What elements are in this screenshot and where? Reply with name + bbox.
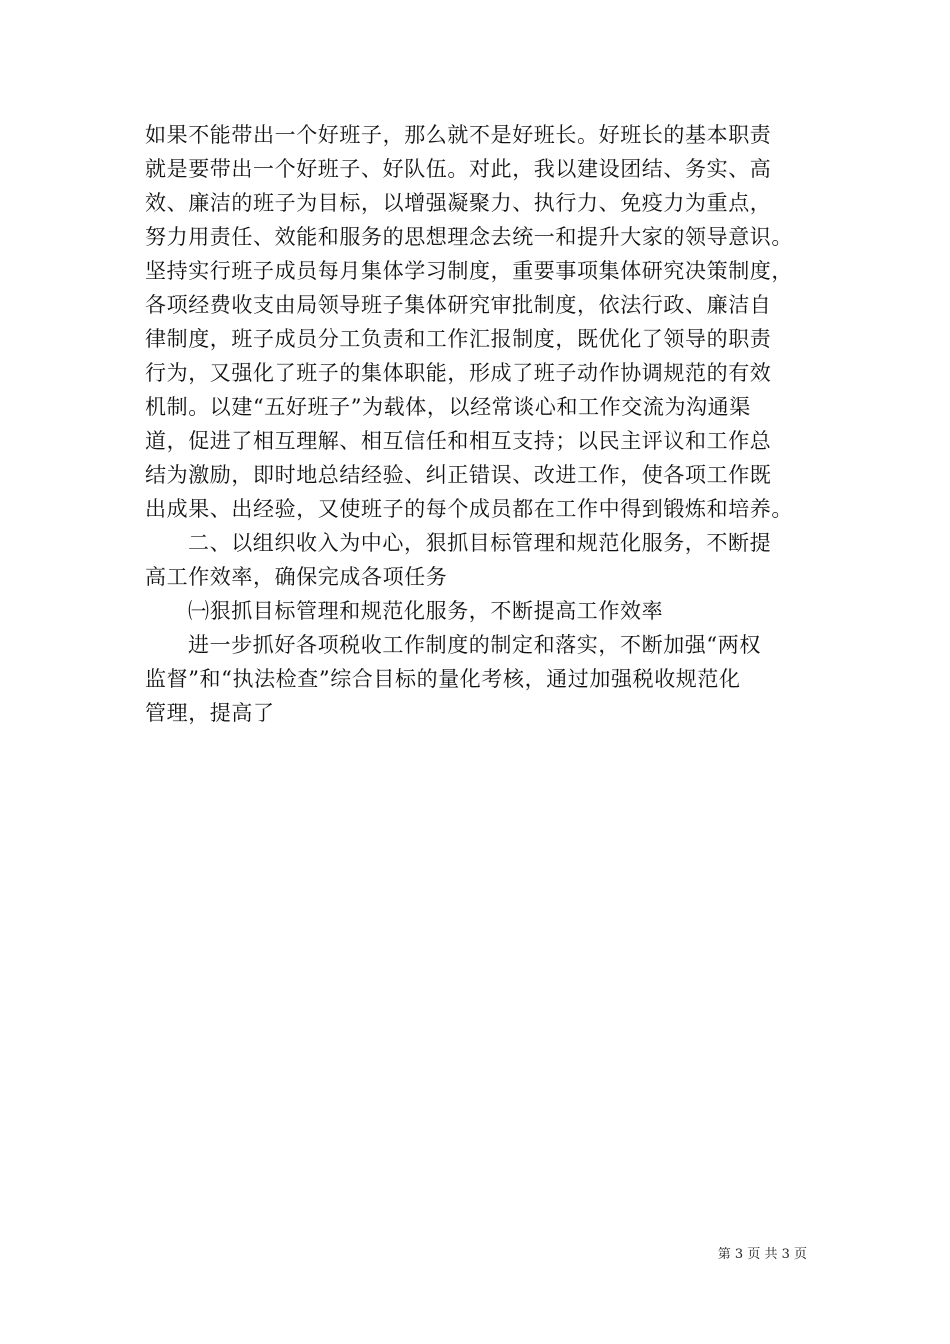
section-heading-line: 高工作效率，确保完成各项任务 <box>145 565 448 589</box>
document-body <box>145 118 820 730</box>
text-line: 出成果、出经验，又使班子的每个成员都在工作中得到锻炼和培养。 <box>145 497 793 521</box>
page-number-footer: 第 3 页 共 3 页 <box>717 1247 807 1262</box>
section-heading-line: 二、以组织收入为中心，狠抓目标管理和规范化服务，不断提 <box>188 531 772 555</box>
text-line: 努力用责任、效能和服务的思想理念去统一和提升大家的领导意识。 <box>145 225 793 249</box>
text-line: 效、廉洁的班子为目标，以增强凝聚力、执行力、免疫力为重点， <box>145 191 772 215</box>
text-line: 如果不能带出一个好班子，那么就不是好班长。好班长的基本职责 <box>145 123 772 147</box>
text-line: 监督”和“执法检查”综合目标的量化考核，通过加强税收规范化 <box>145 667 741 691</box>
text-line: 行为，又强化了班子的集体职能，形成了班子动作协调规范的有效 <box>145 361 772 385</box>
text-line: 结为激励，即时地总结经验、纠正错误、改进工作，使各项工作既 <box>145 463 772 487</box>
text-line: 各项经费收支由局领导班子集体研究审批制度，依法行政、廉洁自 <box>145 293 772 317</box>
text-line: 机制。以建“五好班子”为载体，以经常谈心和工作交流为沟通渠 <box>145 395 751 419</box>
text-line: 律制度，班子成员分工负责和工作汇报制度，既优化了领导的职责 <box>145 327 772 351</box>
text-line: 管理，提高了 <box>145 701 275 725</box>
text-line: 道，促进了相互理解、相互信任和相互支持；以民主评议和工作总 <box>145 429 772 453</box>
text-line: 进一步抓好各项税收工作制度的制定和落实，不断加强“两权 <box>188 633 761 657</box>
text-line: 坚持实行班子成员每月集体学习制度，重要事项集体研究决策制度， <box>145 259 793 283</box>
text-line: 就是要带出一个好班子、好队伍。对此，我以建设团结、务实、高 <box>145 157 772 181</box>
subsection-heading: ㈠狠抓目标管理和规范化服务，不断提高工作效率 <box>188 599 664 623</box>
